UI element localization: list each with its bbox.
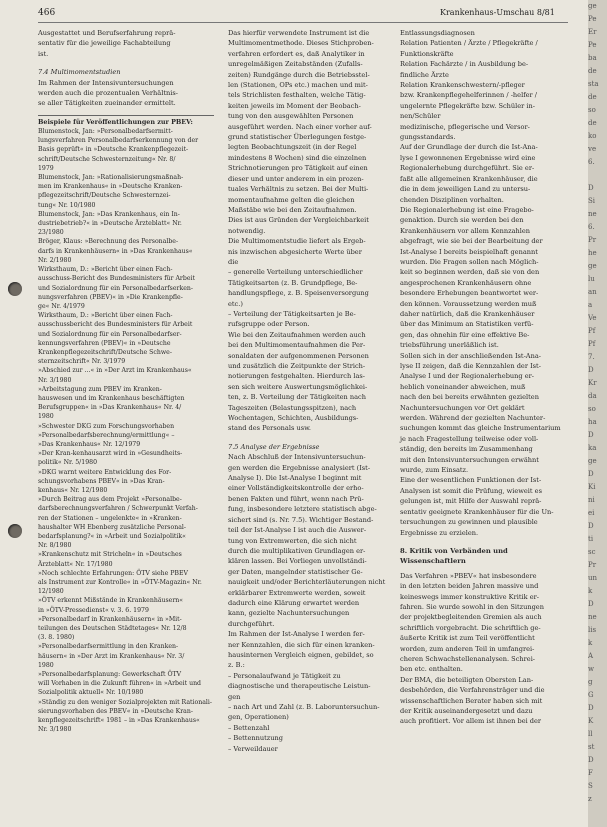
text-line: »ÖTV erkennt Mißstände in Krankenhäusern« bbox=[38, 597, 184, 605]
text-line: sentativ für die jeweilige Fachabteilung bbox=[38, 39, 171, 48]
text-line: »Personalbedarfsberechnung/ermittlung« – bbox=[38, 431, 175, 439]
section-heading-7-5: 7.5 Analyse der Ergebnisse bbox=[228, 442, 320, 451]
text-line: – Verweildauer bbox=[228, 744, 278, 753]
text-line: ge bbox=[588, 2, 597, 10]
text-line: g bbox=[588, 678, 593, 686]
text-line: legten Beobachtungszeit (in der Regel bbox=[228, 143, 357, 152]
text-line: lungsverfahren Personalbedarfserkennung von der bbox=[38, 137, 199, 145]
text-line: suchungen kommt das gleiche Instrumentarium bbox=[400, 424, 561, 433]
text-line: ka bbox=[588, 444, 597, 452]
text-line: dustriebetrieb?« in »Deutsche Ärzteblatt« Nr. bbox=[38, 220, 182, 228]
text-line: cheren Schwachstellenanalysen. Schrei- bbox=[400, 654, 536, 663]
binder-hole-upper bbox=[8, 282, 22, 296]
text-line: ständig, den bereits im Zusammenhang bbox=[400, 445, 533, 454]
text-line: ten, z. B. Verteilung der Tätigkeiten nach bbox=[228, 393, 366, 402]
text-line: nauigkeit und/oder Berichterläuterungen nicht bbox=[228, 578, 386, 587]
text-line: sonaldaten der aufgenommenen Personen bbox=[228, 351, 369, 360]
column-middle bbox=[228, 28, 400, 754]
text-line: ll bbox=[588, 730, 593, 738]
text-line: ist. bbox=[38, 49, 49, 58]
text-line: ti bbox=[588, 535, 594, 543]
text-line: Funktionskräfte bbox=[400, 49, 454, 58]
text-line: je nach Fragestellung teilweise oder voll- bbox=[400, 434, 539, 443]
text-line: kennungsverfahren (PBEV)« in »Deutsche bbox=[38, 339, 171, 347]
text-line: Das hierfür verwendete Instrument ist die bbox=[228, 29, 370, 37]
text-line: Der BMA, die beteiligten Obersten Lan- bbox=[400, 675, 534, 684]
text-line: – generelle Verteilung unterschiedlicher bbox=[228, 268, 363, 277]
text-line: k bbox=[588, 587, 593, 595]
text-line: lyse II zeigen, daß die Kennzahlen der Ist- bbox=[400, 362, 541, 370]
text-line: gungsstandards. bbox=[400, 133, 456, 142]
text-line: gelungen ist, mit Hilfe der Auswahl reprä- bbox=[400, 497, 542, 506]
text-line: Wirksthaum, D.: »Bericht über einen Fach- bbox=[38, 266, 173, 274]
text-line: len (Stationen, OPs etc.) machen und mit- bbox=[228, 81, 368, 90]
text-line: a bbox=[588, 301, 593, 309]
text-line: Tätigkeitsarten (z. B. Grundpflege, Be- bbox=[228, 278, 358, 287]
text-line: notierungen festgehalten. Hierdurch las- bbox=[228, 372, 365, 381]
text-line: ben etc. enthalten. bbox=[400, 665, 463, 674]
text-line: se aller Tätigkeiten zueinander ermittelt. bbox=[38, 99, 176, 108]
text-line: sen sich weitere Auswertungsmöglichkei- bbox=[228, 382, 368, 391]
text-line: Maßstäbe wie bei den Zeitaufnahmen. bbox=[228, 205, 357, 214]
text-line: diagnostische und therapeutische Leistun- bbox=[228, 682, 371, 691]
text-line: Ergebnisse zu erzielen. bbox=[400, 528, 479, 537]
column-left bbox=[38, 28, 214, 734]
text-line: Regionalerhebung durchgeführt. Sie er- bbox=[400, 164, 535, 173]
text-line: sta bbox=[588, 80, 599, 88]
col3-text-a bbox=[400, 28, 570, 538]
text-line: Das Verfahren »PBEV« hat insbesondere bbox=[400, 571, 537, 580]
text-line: Pr bbox=[588, 236, 597, 244]
text-line: ausgeführt werden. Nach einer vorher auf- bbox=[228, 122, 372, 131]
text-line: werden auch die prozentualen Verhältnis- bbox=[38, 89, 178, 98]
section-heading-8: 8. Kritik von Verbänden und Wissenschaftlern bbox=[400, 546, 508, 566]
text-line: wurden. Die Fragen sollen nach Möglich- bbox=[400, 257, 539, 266]
text-line: durch die multiplikativen Grundlagen er- bbox=[228, 546, 366, 555]
text-line: ge« Nr. 4/1979 bbox=[38, 302, 85, 310]
text-line: Sozialpolitik aktuell« Nr. 10/1980 bbox=[38, 689, 144, 697]
col2-text-a bbox=[228, 28, 400, 434]
text-line: einer Vollständigkeitskontrolle der erho- bbox=[228, 484, 364, 493]
text-line: Pr bbox=[588, 561, 597, 569]
text-line: D bbox=[588, 431, 594, 439]
references-title: Beispiele für Veröffentlichungen zur PBEV: bbox=[38, 117, 193, 126]
text-line: unregelmäßigen Zeitabständen (Zufalls- bbox=[228, 60, 363, 69]
text-line: de bbox=[588, 119, 597, 127]
text-line: – nach Art und Zahl (z. B. Laboruntersuchun- bbox=[228, 703, 380, 711]
text-line: heblich voneinander abweichen, muß bbox=[400, 382, 526, 391]
text-line: fahren. Sie wurde sowohl in den Sitzungen bbox=[400, 602, 544, 611]
text-line: ger Daten, mangelnder statistischer Ge- bbox=[228, 567, 363, 576]
text-line: ni bbox=[588, 496, 595, 504]
text-line: Ve bbox=[588, 314, 597, 322]
text-line: handlungspflege, z. B. Speisenversorgung bbox=[228, 289, 369, 298]
text-line: 6. bbox=[588, 223, 595, 231]
running-header: Krankenhaus-Umschau 8/81 bbox=[440, 8, 555, 17]
text-line: klären lassen. Bei Vorliegen unvollständi- bbox=[228, 557, 367, 566]
text-line: angesprochenen Krankenhäusern ohne bbox=[400, 278, 532, 287]
text-line: schriftlich vorgebracht. Die schriftlich ge- bbox=[400, 623, 541, 632]
page-number: 466 bbox=[38, 8, 56, 18]
col1-top-text bbox=[38, 28, 214, 59]
text-line: Dies ist aus Gründen der Vergleichbarkeit bbox=[228, 216, 369, 225]
text-line: Analysen ist somit die Prüfung, wieweit es bbox=[400, 486, 542, 495]
text-line: bedarfsplanung?« in »Arbeit und Sozialpolitik« bbox=[38, 532, 186, 540]
text-line: Blumenstock, Jan: »Personalbedarfsermitt- bbox=[38, 128, 173, 136]
text-line: »Arbeitstagung zum PBEV im Kranken- bbox=[38, 385, 162, 393]
text-line: »Krankenschutz mit Stricheln« in »Deutsches bbox=[38, 551, 182, 559]
text-line: kann, gezielte Nachuntersuchungen bbox=[228, 609, 350, 618]
text-line: »Das Krankenhaus« Nr. 12/1979 bbox=[38, 440, 141, 448]
text-line: tels Strichlisten festhalten, welche Tätig- bbox=[228, 91, 366, 100]
text-line: 1980 bbox=[38, 413, 54, 421]
col3-text-b bbox=[400, 571, 570, 727]
text-line: die bbox=[228, 257, 239, 266]
text-line: Im Rahmen der Intensivuntersuchungen bbox=[38, 78, 174, 87]
text-line: 7. bbox=[588, 353, 595, 361]
text-line: Pf bbox=[588, 327, 596, 335]
text-line: teil der Ist-Analyse I ist auch die Auswer- bbox=[228, 526, 367, 535]
text-line: Relation Patienten / Ärzte / Pflegekräfte / bbox=[400, 39, 538, 48]
text-line: bzw. Krankenpflegehelferinnen / -helfer / bbox=[400, 91, 538, 100]
text-line: und Sozialordnung für ein Personalbedarfserken- bbox=[38, 284, 193, 292]
text-line: lu bbox=[588, 275, 595, 283]
text-line: D bbox=[588, 756, 594, 764]
text-line: K bbox=[588, 717, 594, 725]
text-line: Ausgestattet und Berufserfahrung reprä- bbox=[38, 29, 176, 37]
text-line: wurde, zum Einsatz. bbox=[400, 466, 469, 475]
text-line: gen werden die Ergebnisse analysiert (Ist- bbox=[228, 463, 371, 472]
text-line: schrift/Deutsche Schwesternzeitung« Nr. 8/ bbox=[38, 155, 176, 163]
text-line: Ist-Analyse I bereits beispielhaft genannt bbox=[400, 247, 538, 256]
text-line: so bbox=[588, 405, 596, 413]
text-line: keit so beginnen werden, daß sie von den bbox=[400, 268, 540, 277]
text-line: F bbox=[588, 769, 593, 777]
text-line: Ki bbox=[588, 483, 596, 491]
text-line: Blumenstock, Jan: »Rationalisierungsmaßnah- bbox=[38, 174, 184, 182]
text-line: de bbox=[588, 93, 597, 101]
text-line: – Verteilung der Tätigkeitsarten je Be- bbox=[228, 309, 356, 318]
text-line: ge bbox=[588, 457, 597, 465]
text-line: tung« Nr. 10/1980 bbox=[38, 201, 96, 209]
text-line: schungsvorhabens PBEV« in »Das Kran- bbox=[38, 477, 165, 485]
text-line: gen bbox=[228, 692, 241, 701]
text-line: genaktion. Durch sie werden bei den bbox=[400, 216, 524, 225]
text-line: Krankenpflegezeitschrift/Deutsche Schwe- bbox=[38, 348, 172, 356]
text-line: Multimomentmethode. Dieses Stichproben- bbox=[228, 39, 374, 48]
text-line: grund statistischer Überlegungen festge- bbox=[228, 133, 367, 142]
text-line: – Bettennutzung bbox=[228, 734, 283, 743]
text-line: »Personalbedarf in Krankenhäusern« in »Mit- bbox=[38, 615, 182, 623]
text-line: sc bbox=[588, 548, 596, 556]
text-line: sternzeitschrift« Nr. 3/1979 bbox=[38, 358, 126, 366]
text-line: A bbox=[588, 652, 594, 660]
text-line: lis bbox=[588, 626, 597, 634]
text-line: mindestens 8 Wochen) sind die einzelnen bbox=[228, 153, 367, 162]
text-line: Pf bbox=[588, 340, 596, 348]
text-line: medizinische, pflegerische und Versor- bbox=[400, 122, 530, 131]
text-line: z. B.: bbox=[228, 661, 245, 670]
text-line: Die Regionalerhebung ist eine Fragebo- bbox=[400, 205, 534, 214]
text-line: Wirksthaum, D.: »Bericht über einen Fach- bbox=[38, 312, 173, 320]
text-line: nungsverfahren (PBEV)« in »Die Krankenpfle- bbox=[38, 293, 183, 301]
text-line: nach den bei bereits erwähnten gezielten bbox=[400, 393, 539, 402]
text-line: momentaufnahme gelten die gleichen bbox=[228, 195, 355, 204]
text-line: kenpflegezeitschrift« 1981 – in »Das Krankenhaus« bbox=[38, 717, 200, 725]
text-line: Krankenhäusern vor allem Kennzahlen bbox=[400, 226, 531, 235]
text-line: Bröger, Klaus: »Berechnung des Personalbe- bbox=[38, 238, 179, 246]
text-line: »Noch schlechte Erfahrungen: ÖTV siehe PBEV bbox=[38, 569, 188, 577]
text-line: Analyse I). Die Ist-Analyse I beginnt mit bbox=[228, 474, 362, 483]
text-line: kenhaus« Nr. 12/1980 bbox=[38, 486, 108, 494]
text-line: tung von Extremwerten, die sich nicht bbox=[228, 536, 357, 545]
text-line: Nach Abschluß der Intensivuntersuchun- bbox=[228, 453, 366, 462]
section-heading-7-4: 7.4 Multimomentstudien bbox=[38, 68, 121, 77]
text-line: Ärzteblatt« Nr. 17/1980 bbox=[38, 560, 113, 568]
text-line: da bbox=[588, 392, 597, 400]
text-line: D bbox=[588, 184, 594, 192]
text-line: haushalter WH Ebenberg zusätzliche Personal- bbox=[38, 523, 186, 531]
text-line: hauswesen und im Krankenhaus beschäftigten bbox=[38, 394, 185, 402]
text-line: dieser und unter anderem in ein prozen- bbox=[228, 174, 364, 183]
text-line: »Der Kran-kenhausarzt wird in »Gesundheits- bbox=[38, 450, 183, 458]
text-line: Strichnotierungen pro Tätigkeit auf einen bbox=[228, 164, 368, 173]
text-line: G bbox=[588, 691, 594, 699]
text-line: an bbox=[588, 288, 597, 296]
text-line: nis inzwischen abgesicherte Werte über bbox=[228, 247, 362, 256]
text-line: bei den Multimomentaufnahmen die Per- bbox=[228, 341, 366, 350]
text-line: verfahren erfordert es, daß Analytiker in bbox=[228, 49, 365, 58]
text-line: Relation Fachärzte / in Ausbildung be- bbox=[400, 60, 529, 69]
text-line: »Personalbedarfsermittlung in den Kranken- bbox=[38, 643, 179, 651]
text-line: Pe bbox=[588, 15, 597, 23]
text-line: ge bbox=[588, 262, 597, 270]
text-line: mit den Intensivuntersuchungen erwähnt bbox=[400, 455, 539, 464]
text-line: D bbox=[588, 366, 594, 374]
text-line: – Bettenzahl bbox=[228, 723, 270, 732]
text-line: ei bbox=[588, 509, 595, 517]
text-line: »Durch Beitrag aus dem Projekt »Personalbe- bbox=[38, 496, 182, 504]
text-line: hausinternen Vergleich eignen, gebildet, so bbox=[228, 650, 374, 659]
text-line: ve bbox=[588, 145, 597, 153]
text-line: Berufsgruppen« in »Das Krankenhaus« Nr. 4/ bbox=[38, 404, 182, 412]
text-line: abgefragt, wie sie bei der Bearbeitung der bbox=[400, 237, 543, 246]
text-line: ne bbox=[588, 210, 597, 218]
text-line: desbehörden, die Verfahrensträger und die bbox=[400, 686, 545, 695]
text-line: tersuchungen zu gewinnen und plausible bbox=[400, 518, 538, 527]
text-line: durchgeführt. bbox=[228, 619, 275, 628]
text-line: äußerte Kritik ist zum Teil veröffentlicht bbox=[400, 634, 535, 643]
text-line: stand des Personals usw. bbox=[228, 424, 312, 433]
text-line: st bbox=[588, 743, 595, 751]
text-line: fung, insbesondere letztere statistisch abge- bbox=[228, 505, 377, 514]
text-line: sierungsvorhaben des PBEV« in »Deutsche Kran- bbox=[38, 707, 193, 715]
text-line: pflegezeitschrift/Deutsche Schwesternzei- bbox=[38, 192, 171, 200]
text-line: den können. Voraussetzung werden muß bbox=[400, 299, 537, 308]
text-line: tung von den ausgewählten Personen bbox=[228, 112, 354, 121]
text-line: ha bbox=[588, 418, 597, 426]
text-line: D bbox=[588, 522, 594, 530]
text-line: D bbox=[588, 470, 594, 478]
text-line: Im Rahmen der Ist-Analyse I werden fer- bbox=[228, 630, 365, 639]
text-line: findliche Ärzte bbox=[400, 70, 449, 79]
text-line: Eine der wesentlichen Funktionen der Ist- bbox=[400, 476, 542, 485]
text-line: Nr. 3/1980 bbox=[38, 726, 72, 734]
text-line: ba bbox=[588, 54, 597, 62]
text-line: als Instrument zur Kontrolle« in »ÖTV-Magazin« Nr. 12/1980 bbox=[38, 579, 202, 596]
text-line: benen Fakten und führt, wenn nach Prü- bbox=[228, 494, 364, 503]
text-line: wissenschaftlichen Berater haben sich mit bbox=[400, 696, 543, 705]
text-line: Auf der Grundlage der durch die Ist-Ana- bbox=[400, 143, 538, 152]
text-line: die in dem jeweiligen Land zu untersu- bbox=[400, 185, 531, 194]
text-line: S bbox=[588, 782, 593, 790]
text-line: 1979 bbox=[38, 164, 54, 172]
references-list bbox=[38, 127, 214, 734]
text-line: notwendig. bbox=[228, 226, 266, 235]
text-line: über das Minimum an Statistiken verfü- bbox=[400, 320, 534, 329]
text-line: »Abschied zur ...« in »Der Arzt im Krankenhaus« bbox=[38, 367, 192, 375]
header-rule bbox=[38, 22, 568, 23]
text-line: auch profitiert. Vor allem ist ihnen bei der bbox=[400, 717, 542, 726]
text-line: darfsberechnungsverfahren / Schwerpunkt Verfah- bbox=[38, 505, 198, 513]
text-line: der projektbegleitenden Gremien als auch bbox=[400, 613, 542, 622]
text-line: Wie bei den Zeitaufnahmen werden auch bbox=[228, 330, 366, 339]
text-line: ner Kennzahlen, die sich für einen kranken- bbox=[228, 640, 375, 649]
text-line: der Kritik auseinandergesetzt und dazu bbox=[400, 707, 533, 715]
text-line: politik« Nr. 5/1980 bbox=[38, 459, 98, 467]
text-line: Blumenstock, Jan: »Das Krankenhaus, ein In- bbox=[38, 210, 180, 218]
text-line: dadurch eine Klärung erwartet werden bbox=[228, 598, 360, 607]
text-line: un bbox=[588, 574, 598, 582]
text-line: Entlassungsdiagnosen bbox=[400, 29, 475, 37]
text-line: keiten jeweils im Moment der Beobach- bbox=[228, 101, 361, 110]
text-line: teilungen des Deutschen Städtetages« Nr. 12/8 bbox=[38, 625, 187, 633]
text-line: etc.) bbox=[228, 299, 243, 308]
text-line: in »ÖTV-Pressedienst« v. 3. 6. 1979 bbox=[38, 606, 149, 614]
text-line: ausschussbericht des Bundesministers für Arbeit bbox=[38, 321, 193, 329]
text-line: Nachuntersuchungen vor Ort geklärt bbox=[400, 403, 525, 412]
text-line: k bbox=[588, 639, 593, 647]
text-line: ne bbox=[588, 613, 597, 621]
text-line: daher natürlich, daß die Krankenhäuser bbox=[400, 309, 535, 318]
column-right bbox=[400, 28, 570, 727]
text-line: und zusätzlich die Zeitpunkte der Strich- bbox=[228, 362, 366, 370]
text-line: he bbox=[588, 249, 597, 257]
text-line: »Ständig zu den weniger Sozialprojekten mit Rationali- bbox=[38, 698, 212, 706]
text-line: Nr. 2/1980 bbox=[38, 256, 72, 264]
binder-hole-lower bbox=[8, 524, 22, 538]
text-line: häusern« in »Der Arzt im Krankenhaus« Nr. 3/ bbox=[38, 652, 185, 660]
text-line: »Personalbedarfsplanung: Gewerkschaft ÖTV bbox=[38, 671, 182, 679]
adjacent-page-edge bbox=[588, 0, 607, 827]
col1-mid-text bbox=[38, 78, 214, 109]
text-line: triebsführung unerläßlich ist. bbox=[400, 341, 499, 350]
text-line: Wochentagen, Schichten, Ausbildungs- bbox=[228, 414, 359, 423]
text-line: ko bbox=[588, 132, 597, 140]
text-line: darfs in Krankenhäusern« in »Das Krankenhaus« bbox=[38, 247, 193, 255]
text-line: tuales Verhältnis zu setzen. Bei der Multi- bbox=[228, 185, 369, 194]
text-line: (3. 8. 1980) bbox=[38, 634, 75, 642]
text-line: »Schwester DKG zum Forschungsvorhaben bbox=[38, 422, 175, 430]
text-line: und Sozialordnung für ein Personalbedarfser- bbox=[38, 330, 182, 338]
references-box bbox=[38, 115, 214, 735]
text-line: de bbox=[588, 67, 597, 75]
text-line: ungelernte Pflegekräfte bzw. Schüler in- bbox=[400, 101, 535, 110]
text-line: will Vorhaben in die Zukunft führen« in »Arbeit und bbox=[38, 680, 202, 688]
text-line: 23/1980 bbox=[38, 229, 64, 237]
text-line: in den letzten beiden Jahren massive und bbox=[400, 582, 539, 591]
text-line: rufsgruppe oder Person. bbox=[228, 320, 310, 329]
text-line: gen, das ohnehin für eine effektive Be- bbox=[400, 330, 530, 339]
text-line: Basis geprüft« in »Deutsche Krankenpflegezeit- bbox=[38, 146, 189, 154]
text-line: »DKG warnt weitere Entwicklung des For- bbox=[38, 468, 172, 476]
text-line: Die Multimomentstudie liefert als Ergeb- bbox=[228, 237, 366, 246]
text-line: men im Krankenhaus« in »Deutsche Kranken- bbox=[38, 183, 183, 191]
text-line: – Personalaufwand je Tätigkeit zu bbox=[228, 671, 341, 680]
text-line: faßt alle allgemeinen Krankenhäuser, die bbox=[400, 174, 538, 183]
text-line: sichert sind (s. Nr. 7.5). Wichtiger Bestand- bbox=[228, 515, 374, 524]
text-line: Kr bbox=[588, 379, 597, 387]
text-line: erklärbarer Extremwerte werden, soweit bbox=[228, 588, 366, 597]
text-line: ausschuss-Bericht des Bundesministers für Arbeit bbox=[38, 275, 195, 283]
text-line: D bbox=[588, 704, 594, 712]
text-line: besondere Erhebungen beantwortet wer- bbox=[400, 289, 539, 298]
text-line: worden, zum anderen Teil in umfangrei- bbox=[400, 644, 535, 653]
text-line: keineswegs immer konstruktive Kritik er- bbox=[400, 592, 539, 601]
text-line: zeiten) Rundgänge durch die Betriebsstel- bbox=[228, 70, 370, 79]
text-line: Si bbox=[588, 197, 596, 205]
text-line: Tageszeiten (Belastungsspitzen), nach bbox=[228, 403, 357, 412]
text-line: ren der Stationen – ungelenkte« in »Kranken- bbox=[38, 514, 182, 522]
text-line: z bbox=[588, 795, 592, 803]
text-line: Nr. 8/1980 bbox=[38, 542, 72, 550]
text-line: Sollen sich in der anschließenden Ist-Ana- bbox=[400, 351, 541, 360]
text-line: nen/Schüler bbox=[400, 112, 441, 121]
text-line: Nr. 3/1980 bbox=[38, 376, 72, 384]
text-line: so bbox=[588, 106, 596, 114]
text-line bbox=[588, 169, 607, 182]
text-line: D bbox=[588, 600, 594, 608]
text-line: Relation Krankenschwestern/-pfleger bbox=[400, 81, 525, 90]
col2-text-b bbox=[228, 452, 400, 754]
text-line: 1980 bbox=[38, 661, 54, 669]
text-line: werden. Während der gezielten Nachunter- bbox=[400, 414, 546, 423]
text-line: gen, Operationen) bbox=[228, 713, 289, 722]
text-line: w bbox=[588, 665, 594, 673]
text-line: Er bbox=[588, 28, 597, 36]
text-line: lyse I gewonnenen Ergebnisse wird eine bbox=[400, 153, 536, 162]
text-line: 6. bbox=[588, 158, 595, 166]
text-line: Analyse I und der Regionalerhebung er- bbox=[400, 372, 535, 381]
text-line: sentativ geeignete Krankenhäuser für die Un- bbox=[400, 507, 554, 516]
text-line: Pe bbox=[588, 41, 597, 49]
text-line: chenden Disziplinen vorhalten. bbox=[400, 195, 504, 204]
